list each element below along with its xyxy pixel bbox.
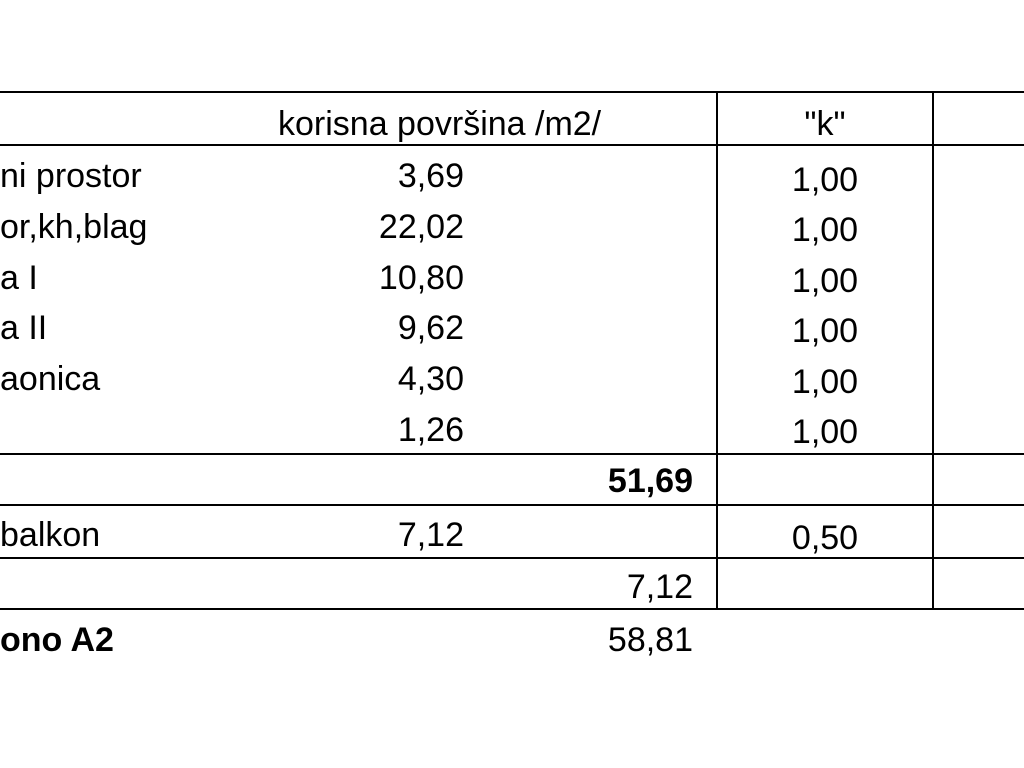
room-k: 1,00 [791,161,859,199]
room-k: 1,00 [791,413,859,451]
k-column-right-border [932,91,934,610]
total-top-border [0,608,1024,610]
room-name: or,kh,blag [0,208,148,246]
room-name: a I [0,259,38,297]
subtotal-top-border [0,453,1024,455]
room-area: 4,30 [397,360,464,398]
subtotal-value: 7,12 [626,568,693,606]
total-label: ono A2 [0,621,114,659]
room-area: 7,12 [397,516,464,554]
subtotal-bottom-border [0,504,1024,506]
room-area: 10,80 [378,259,464,297]
room-name: ni prostor [0,157,142,195]
room-area: 9,62 [397,309,464,347]
room-k: 1,00 [791,211,859,249]
subtotal-value: 51,69 [607,462,693,500]
header-area-label: korisna površina /m2/ [278,105,602,143]
room-k: 0,50 [791,519,859,557]
total-value: 58,81 [607,621,693,659]
room-k: 1,00 [791,262,859,300]
room-name: aonica [0,360,101,398]
room-area: 22,02 [378,208,464,246]
room-k: 1,00 [791,312,859,350]
header-k-label: "k" [804,105,846,143]
room-name: a II [0,309,48,347]
header-divider [0,144,1024,146]
room-name: balkon [0,516,101,554]
room-k: 1,00 [791,363,859,401]
room-area: 1,26 [397,411,464,449]
table-top-border [0,91,1024,93]
room-area: 3,69 [397,157,464,195]
